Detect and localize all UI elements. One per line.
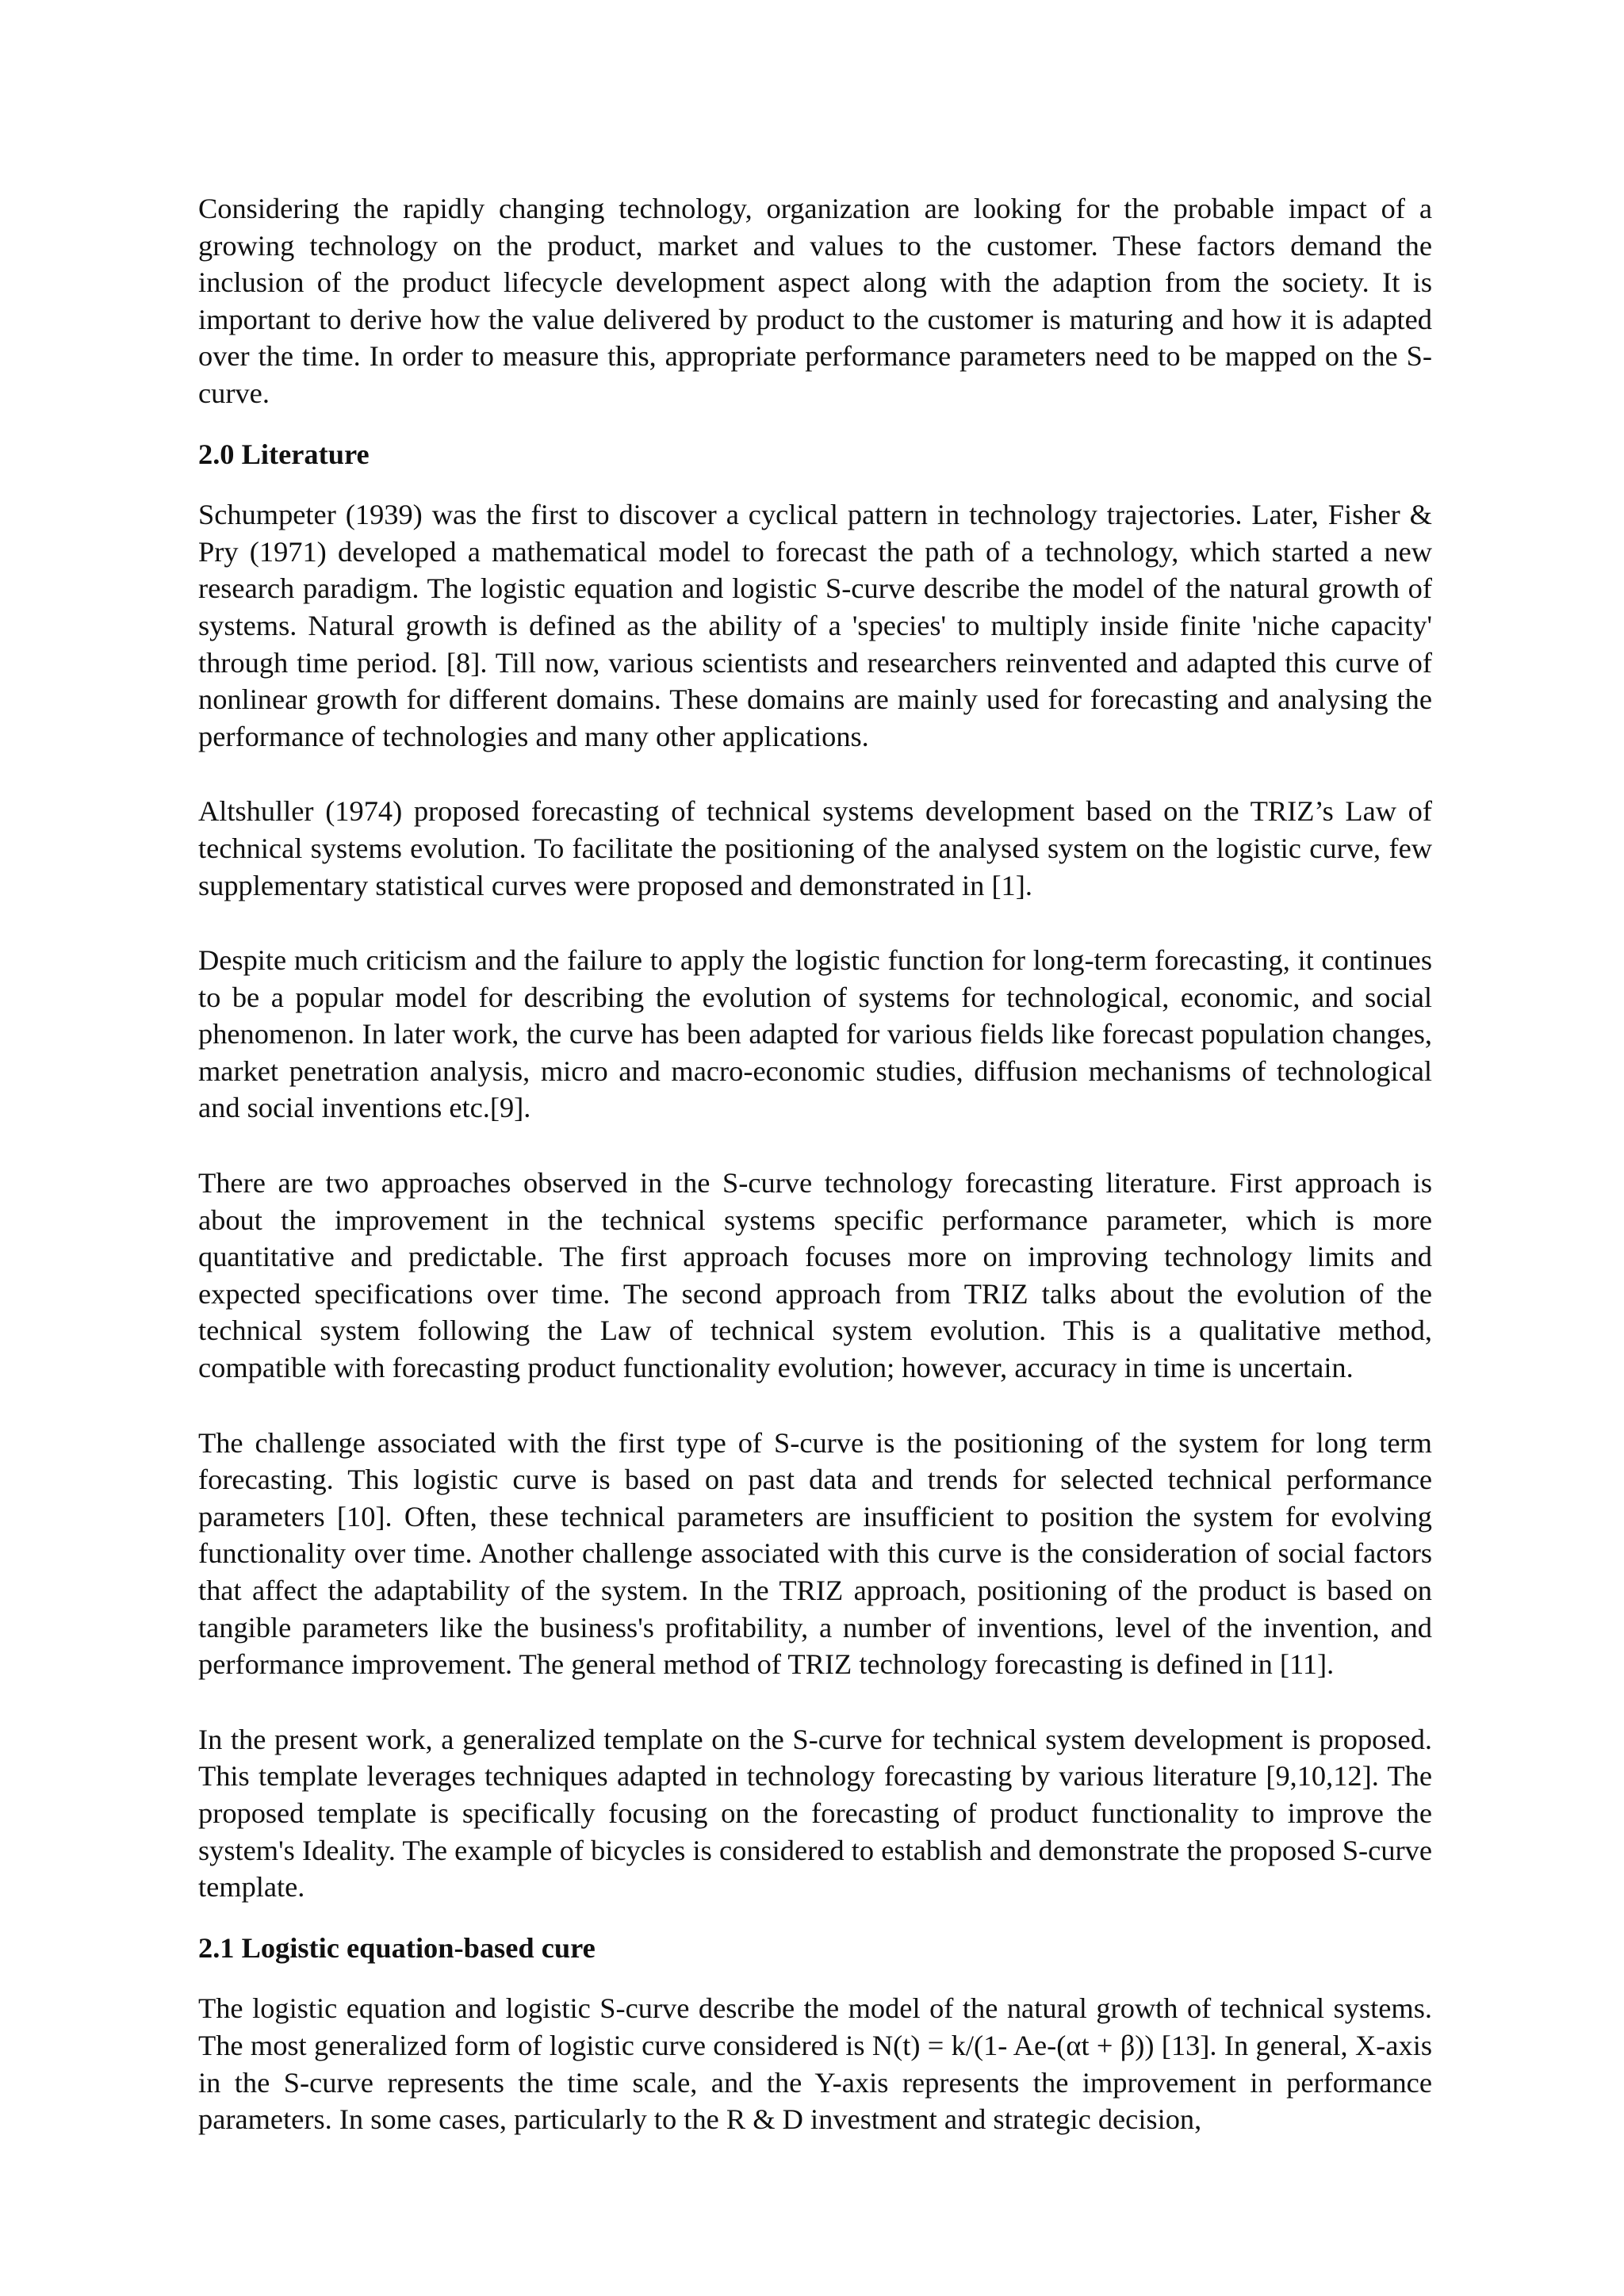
logistic-paragraph-1: The logistic equation and logistic S-curve describe the model of the natural growth of technical systems. The most generalized form of logistic curve considered is N(t) = k/(1- Ae-(αt + β)) [13]. In general, X-axis in the S-curve represents the time scale, and the Y-axis represents the improvement in performance parameters. In some cases, particularly to the R & D investment and strategic decision, bbox=[198, 1992, 1432, 2136]
literature-paragraph-4: There are two approaches observed in the S-curve technology forecasting literature. First approach is about the improvement in the technical systems specific performance parameter, which is more quantitative and predictable. The first approach focuses more on improving technology limits and expected specifications over time. The second approach from TRIZ talks about the evolution of the technical system following the Law of technical system evolution. This is a qualitative method, compatible with forecasting product functionality evolution; however, accuracy in time is uncertain. bbox=[198, 1167, 1432, 1384]
section-heading-logistic: 2.1 Logistic equation-based cure bbox=[198, 1931, 596, 1964]
intro-paragraph: Considering the rapidly changing technology, organization are looking for the probable impact of a growing technology on the product, market and values to the customer. These factors demand the inclusion of the product lifecycle development aspect along with the adaption from the society. It is important to derive how the value delivered by product to the customer is maturing and how it is adapted over the time. In order to measure this, appropriate performance parameters need to be mapped on the S-curve. bbox=[198, 193, 1432, 409]
section-heading-literature: 2.0 Literature bbox=[198, 438, 370, 470]
literature-paragraph-3: Despite much criticism and the failure to apply the logistic function for long-term forecasting, it continues to be a popular model for describing the evolution of systems for technological, economic, and social phenomenon. In later work, the curve has been adapted for various fields like forecast population changes, market penetration analysis, micro and macro-economic studies, diffusion mechanisms of technological and social inventions etc.[9]. bbox=[198, 944, 1432, 1124]
literature-paragraph-6: In the present work, a generalized template on the S-curve for technical system development is proposed. This template leverages techniques adapted in technology forecasting by various literature [9,10,12]. The proposed template is specifically focusing on the forecasting of product functionality to improve the system's Ideality. The example of bicycles is considered to establish and demonstrate the proposed S-curve template. bbox=[198, 1723, 1432, 1904]
document-page bbox=[198, 190, 1432, 2138]
literature-paragraph-1: Schumpeter (1939) was the first to discover a cyclical pattern in technology trajectories. Later, Fisher & Pry (1971) developed a mathematical model to forecast the path of a technology, which started a new research paradigm. The logistic equation and logistic S-curve describe the model of the natural growth of systems. Natural growth is defined as the ability of a 'species' to multiply inside finite 'niche capacity' through time period. [8]. Till now, various scientists and researchers reinvented and adapted this curve of nonlinear growth for different domains. These domains are mainly used for forecasting and analysing the performance of technologies and many other applications. bbox=[198, 499, 1432, 752]
literature-paragraph-2: Altshuller (1974) proposed forecasting of technical systems development based on the TRIZ’s Law of technical systems evolution. To facilitate the positioning of the analysed system on the logistic curve, few supplementary statistical curves were proposed and demonstrated in [1]. bbox=[198, 795, 1432, 901]
literature-paragraph-5: The challenge associated with the first type of S-curve is the positioning of the system for long term forecasting. This logistic curve is based on past data and trends for selected technical performance parameters [10]. Often, these technical parameters are insufficient to position the system for evolving functionality over time. Another challenge associated with this curve is the consideration of social factors that affect the adaptability of the system. In the TRIZ approach, positioning of the product is based on tangible parameters like the business's profitability, a number of inventions, level of the invention, and performance improvement. The general method of TRIZ technology forecasting is defined in [11]. bbox=[198, 1426, 1432, 1681]
